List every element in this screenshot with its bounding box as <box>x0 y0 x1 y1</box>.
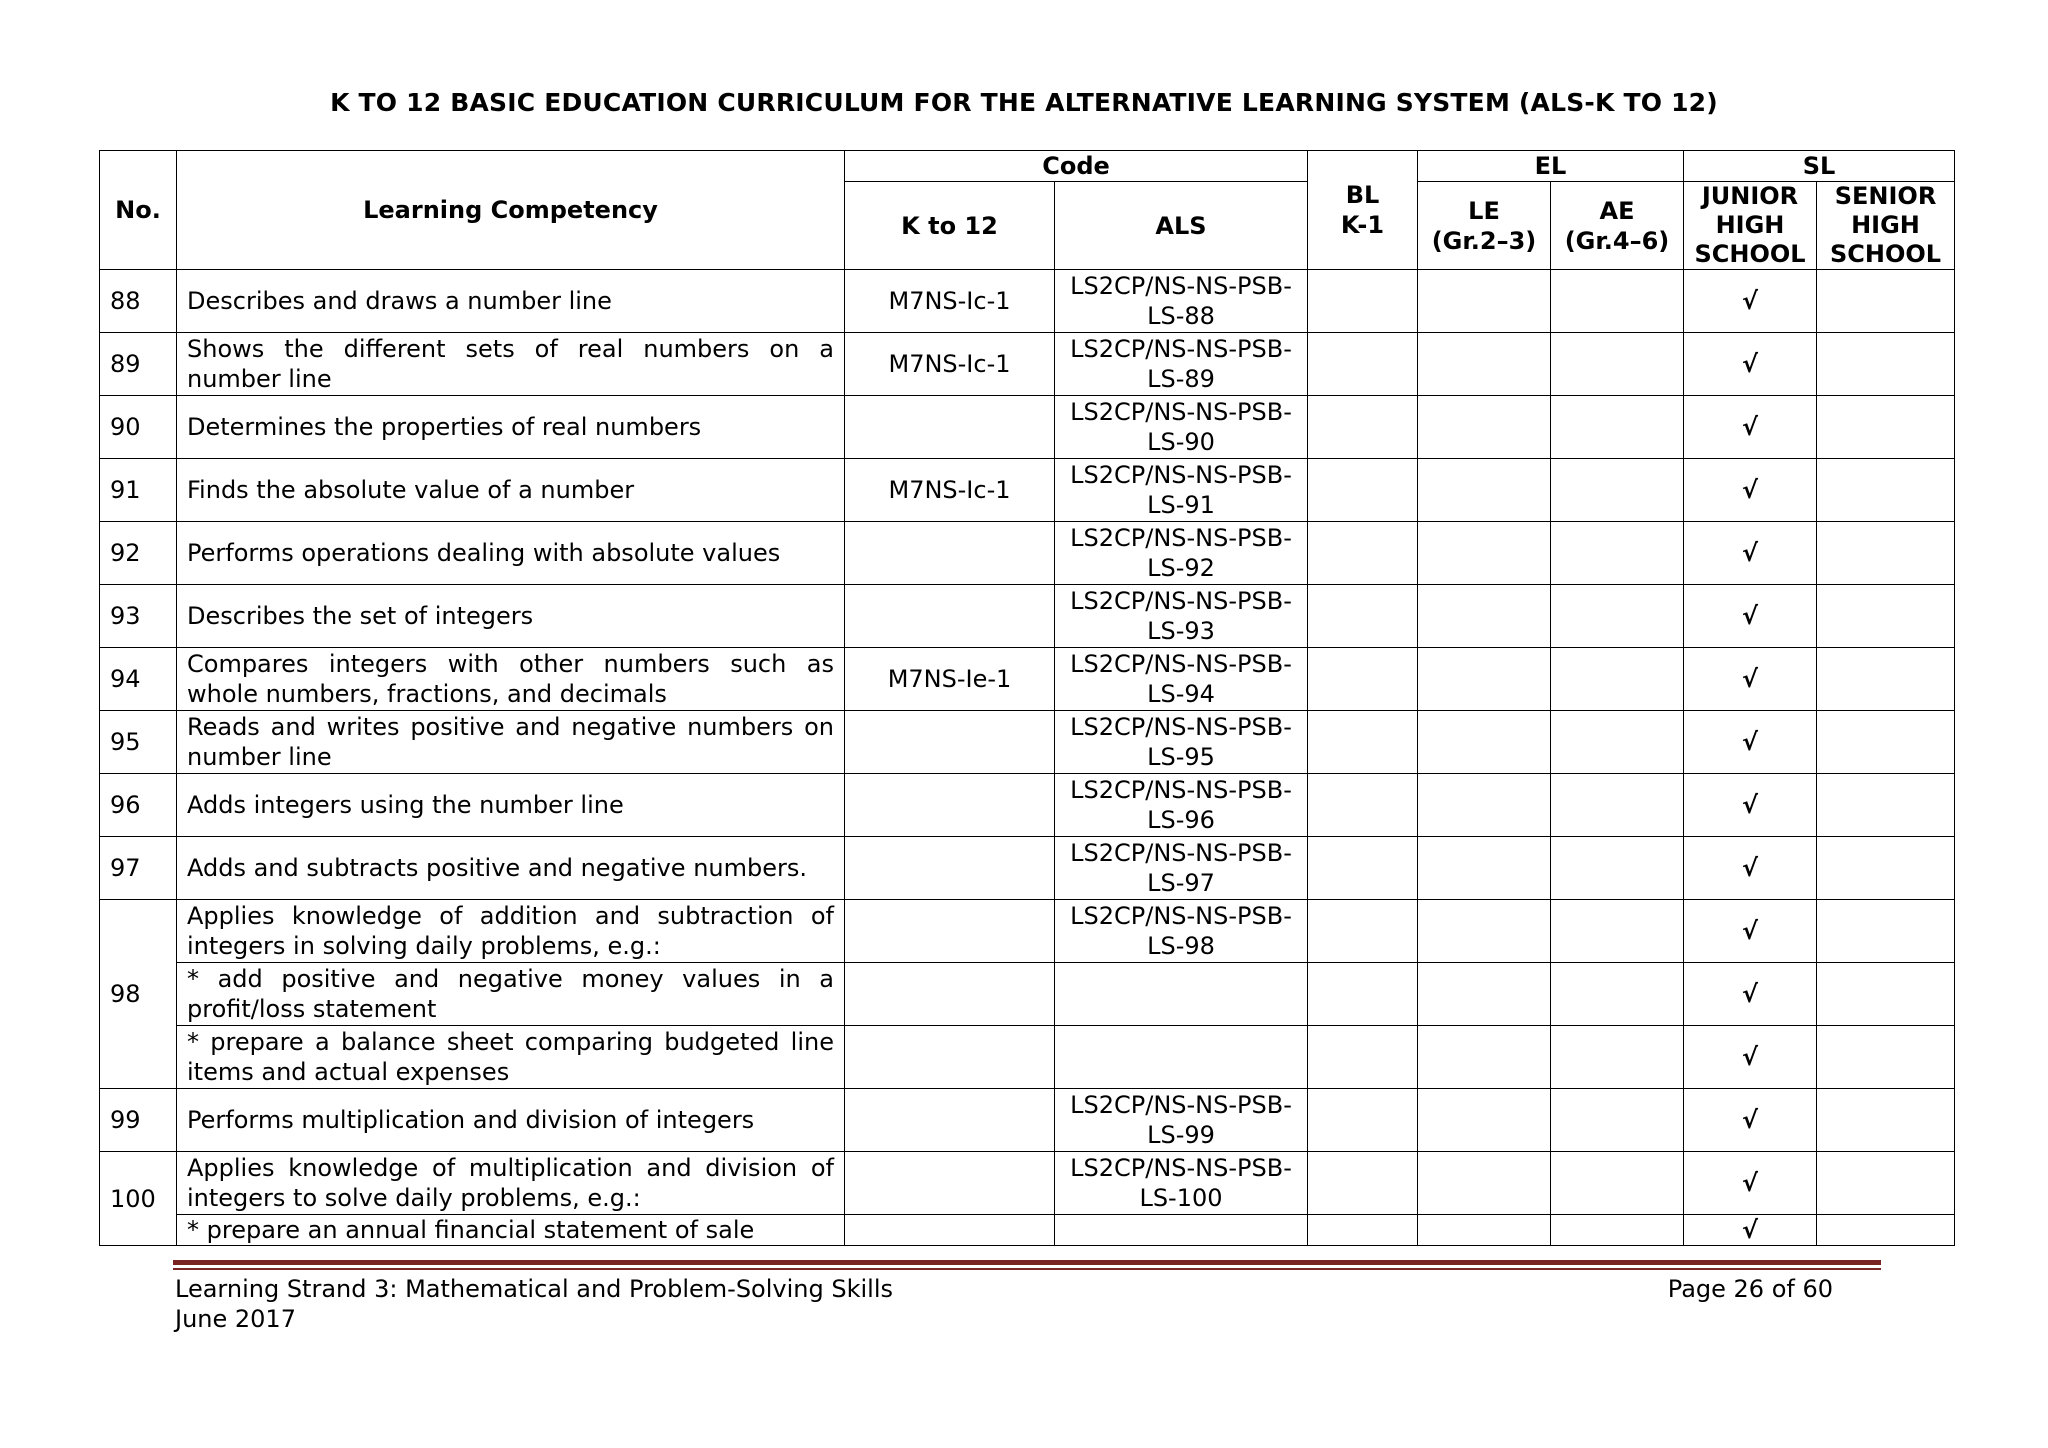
empty-cell <box>1308 396 1418 459</box>
check-mark-icon: √ <box>1684 270 1817 333</box>
als-code-cell <box>1055 522 1308 585</box>
check-mark-icon: √ <box>1684 963 1817 1026</box>
empty-cell <box>1817 459 1955 522</box>
als-code-cell <box>1055 711 1308 774</box>
empty-cell <box>1308 1026 1418 1089</box>
empty-cell <box>1551 963 1684 1026</box>
als-code-line1: LS2CP/NS-NS-PSB- <box>1070 902 1292 930</box>
als-code-cell <box>1055 585 1308 648</box>
als-code-line2: LS-88 <box>1147 302 1215 330</box>
empty-cell <box>1817 396 1955 459</box>
empty-cell <box>1418 711 1551 774</box>
als-code-line2: LS-90 <box>1147 428 1215 456</box>
empty-cell <box>1418 396 1551 459</box>
competency-text: Performs operations dealing with absolute values <box>177 522 845 585</box>
header-competency: Learning Competency <box>177 151 845 270</box>
als-code-cell <box>1055 1152 1308 1215</box>
empty-cell <box>1551 774 1684 837</box>
table-row <box>100 711 1955 774</box>
table-row <box>100 1089 1955 1152</box>
header-bl-line1: BL <box>1345 181 1380 209</box>
als-code-line2: LS-97 <box>1147 869 1215 897</box>
row-number: 89 <box>100 333 177 396</box>
competency-text: Compares integers with other numbers such as whole numbers, fractions, and decimals <box>177 648 845 711</box>
competency-text: Describes and draws a number line <box>177 270 845 333</box>
row-number: 92 <box>100 522 177 585</box>
empty-cell <box>1418 963 1551 1026</box>
empty-cell <box>1308 522 1418 585</box>
als-code-line2: LS-93 <box>1147 617 1215 645</box>
row-number: 99 <box>100 1089 177 1152</box>
competency-text: Reads and writes positive and negative numbers on number line <box>177 711 845 774</box>
table-row <box>100 333 1955 396</box>
empty-cell <box>1308 774 1418 837</box>
als-code-cell <box>1055 774 1308 837</box>
als-code-cell <box>1055 459 1308 522</box>
empty-cell <box>1418 459 1551 522</box>
table-row <box>100 522 1955 585</box>
header-jhs-line3: SCHOOL <box>1694 240 1806 268</box>
header-bl-line2: K-1 <box>1340 211 1385 239</box>
competency-text: Describes the set of integers <box>177 585 845 648</box>
row-number: 100 <box>100 1152 177 1246</box>
als-code-line2: LS-100 <box>1139 1184 1223 1212</box>
empty-cell <box>1308 711 1418 774</box>
empty-cell <box>845 1215 1055 1246</box>
als-code-line1: LS2CP/NS-NS-PSB- <box>1070 461 1292 489</box>
als-code-cell <box>1055 900 1308 963</box>
empty-cell <box>1055 1026 1308 1089</box>
k12-code: M7NS-Ie-1 <box>845 648 1055 711</box>
als-code-cell <box>1055 396 1308 459</box>
table-row <box>100 1152 1955 1215</box>
empty-cell <box>1055 963 1308 1026</box>
empty-cell <box>1418 774 1551 837</box>
empty-cell <box>1418 648 1551 711</box>
check-mark-icon: √ <box>1684 1215 1817 1246</box>
als-code-cell <box>1055 837 1308 900</box>
header-shs-line1: SENIOR <box>1834 182 1937 210</box>
header-jhs-line2: HIGH <box>1715 211 1785 239</box>
k12-code <box>845 1089 1055 1152</box>
competency-text: Determines the properties of real numbers <box>177 396 845 459</box>
competency-subitem: * prepare a balance sheet comparing budgeted line items and actual expenses <box>177 1026 845 1089</box>
check-mark-icon: √ <box>1684 522 1817 585</box>
row-number: 93 <box>100 585 177 648</box>
header-no: No. <box>100 151 177 270</box>
check-mark-icon: √ <box>1684 333 1817 396</box>
header-bl <box>1308 151 1418 270</box>
table-row <box>100 837 1955 900</box>
header-el: EL <box>1418 151 1684 182</box>
als-code-line1: LS2CP/NS-NS-PSB- <box>1070 272 1292 300</box>
als-code-line1: LS2CP/NS-NS-PSB- <box>1070 1091 1292 1119</box>
empty-cell <box>1055 1215 1308 1246</box>
k12-code <box>845 774 1055 837</box>
row-number: 95 <box>100 711 177 774</box>
footer-strand: Learning Strand 3: Mathematical and Problem-Solving Skills <box>175 1275 893 1303</box>
empty-cell <box>1551 837 1684 900</box>
empty-cell <box>1817 774 1955 837</box>
row-number: 97 <box>100 837 177 900</box>
header-le-line2: (Gr.2–3) <box>1431 226 1537 255</box>
empty-cell <box>1551 522 1684 585</box>
empty-cell <box>1308 459 1418 522</box>
competency-text: Adds and subtracts positive and negative numbers. <box>177 837 845 900</box>
empty-cell <box>1551 1215 1684 1246</box>
k12-code: M7NS-Ic-1 <box>845 270 1055 333</box>
als-code-line2: LS-96 <box>1147 806 1215 834</box>
als-code-line1: LS2CP/NS-NS-PSB- <box>1070 650 1292 678</box>
table-row <box>100 774 1955 837</box>
als-code-line2: LS-94 <box>1147 680 1215 708</box>
table-row <box>100 963 1955 1026</box>
empty-cell <box>1308 333 1418 396</box>
empty-cell <box>1551 711 1684 774</box>
header-k12: K to 12 <box>845 182 1055 270</box>
k12-code <box>845 522 1055 585</box>
page-title: K TO 12 BASIC EDUCATION CURRICULUM FOR THE ALTERNATIVE LEARNING SYSTEM (ALS-K TO 12) <box>330 88 1718 117</box>
row-number: 91 <box>100 459 177 522</box>
check-mark-icon: √ <box>1684 396 1817 459</box>
empty-cell <box>1418 900 1551 963</box>
empty-cell <box>845 1026 1055 1089</box>
empty-cell <box>1308 900 1418 963</box>
als-code-cell <box>1055 270 1308 333</box>
empty-cell <box>1817 648 1955 711</box>
row-number: 94 <box>100 648 177 711</box>
competency-text: Finds the absolute value of a number <box>177 459 845 522</box>
header-sl: SL <box>1684 151 1955 182</box>
table-row <box>100 459 1955 522</box>
table-row <box>100 1215 1955 1246</box>
empty-cell <box>1418 1026 1551 1089</box>
als-code-line2: LS-98 <box>1147 932 1215 960</box>
header-shs-line3: SCHOOL <box>1829 240 1942 268</box>
als-code-line2: LS-92 <box>1147 554 1215 582</box>
als-code-cell <box>1055 333 1308 396</box>
k12-code <box>845 711 1055 774</box>
k12-code <box>845 1152 1055 1215</box>
row-number: 98 <box>100 900 177 1089</box>
empty-cell <box>1551 585 1684 648</box>
table-row <box>100 648 1955 711</box>
k12-code: M7NS-Ic-1 <box>845 333 1055 396</box>
header-als: ALS <box>1055 182 1308 270</box>
empty-cell <box>1551 900 1684 963</box>
empty-cell <box>1418 1215 1551 1246</box>
als-code-line1: LS2CP/NS-NS-PSB- <box>1070 713 1292 741</box>
table-row <box>100 585 1955 648</box>
empty-cell <box>1817 270 1955 333</box>
empty-cell <box>1418 1152 1551 1215</box>
header-junior-high <box>1684 182 1817 270</box>
check-mark-icon: √ <box>1684 900 1817 963</box>
empty-cell <box>1308 963 1418 1026</box>
empty-cell <box>1551 396 1684 459</box>
empty-cell <box>1418 522 1551 585</box>
als-code-line1: LS2CP/NS-NS-PSB- <box>1070 398 1292 426</box>
empty-cell <box>1418 585 1551 648</box>
empty-cell <box>1817 333 1955 396</box>
check-mark-icon: √ <box>1684 711 1817 774</box>
table-row <box>100 1026 1955 1089</box>
table-row <box>100 900 1955 963</box>
als-code-line1: LS2CP/NS-NS-PSB- <box>1070 839 1292 867</box>
header-ae <box>1551 182 1684 270</box>
empty-cell <box>1817 900 1955 963</box>
empty-cell <box>1308 1215 1418 1246</box>
check-mark-icon: √ <box>1684 1026 1817 1089</box>
competency-text: Performs multiplication and division of integers <box>177 1089 845 1152</box>
als-code-line1: LS2CP/NS-NS-PSB- <box>1070 524 1292 552</box>
header-ae-line1: AE <box>1599 196 1635 225</box>
empty-cell <box>1418 270 1551 333</box>
empty-cell <box>1308 1089 1418 1152</box>
competency-subitem: * prepare an annual financial statement of sale <box>177 1215 845 1246</box>
empty-cell <box>845 963 1055 1026</box>
header-ae-line2: (Gr.4–6) <box>1564 226 1670 255</box>
empty-cell <box>1817 1026 1955 1089</box>
competency-text: Shows the different sets of real numbers on a number line <box>177 333 845 396</box>
header-row-1 <box>100 151 1955 182</box>
als-code-line1: LS2CP/NS-NS-PSB- <box>1070 587 1292 615</box>
competency-text: Applies knowledge of multiplication and division of integers to solve daily problems, e.g.: <box>177 1152 845 1215</box>
footer-date: June 2017 <box>175 1305 296 1333</box>
als-code-line1: LS2CP/NS-NS-PSB- <box>1070 335 1292 363</box>
empty-cell <box>1817 963 1955 1026</box>
footer-rule-thick <box>173 1260 1881 1265</box>
empty-cell <box>1817 1152 1955 1215</box>
als-code-line1: LS2CP/NS-NS-PSB- <box>1070 776 1292 804</box>
empty-cell <box>1551 648 1684 711</box>
header-le <box>1418 182 1551 270</box>
footer-rule-thin <box>173 1268 1881 1270</box>
table-row <box>100 396 1955 459</box>
row-number: 90 <box>100 396 177 459</box>
empty-cell <box>1817 837 1955 900</box>
check-mark-icon: √ <box>1684 459 1817 522</box>
k12-code: M7NS-Ic-1 <box>845 459 1055 522</box>
empty-cell <box>1308 585 1418 648</box>
empty-cell <box>1551 1152 1684 1215</box>
empty-cell <box>1308 1152 1418 1215</box>
check-mark-icon: √ <box>1684 837 1817 900</box>
empty-cell <box>1817 522 1955 585</box>
empty-cell <box>1817 1089 1955 1152</box>
empty-cell <box>1308 270 1418 333</box>
empty-cell <box>1551 1089 1684 1152</box>
header-jhs-line1: JUNIOR <box>1701 182 1799 210</box>
header-code: Code <box>845 151 1308 182</box>
header-shs-line2: HIGH <box>1851 211 1920 239</box>
empty-cell <box>1308 837 1418 900</box>
check-mark-icon: √ <box>1684 648 1817 711</box>
als-code-line2: LS-95 <box>1147 743 1215 771</box>
k12-code <box>845 900 1055 963</box>
row-number: 96 <box>100 774 177 837</box>
empty-cell <box>1551 333 1684 396</box>
empty-cell <box>1418 333 1551 396</box>
als-code-line2: LS-99 <box>1147 1121 1215 1149</box>
empty-cell <box>1817 1215 1955 1246</box>
als-code-line2: LS-89 <box>1147 365 1215 393</box>
header-senior-high <box>1817 182 1955 270</box>
empty-cell <box>1551 459 1684 522</box>
empty-cell <box>1308 648 1418 711</box>
footer-page-number: Page 26 of 60 <box>1667 1275 1833 1303</box>
check-mark-icon: √ <box>1684 585 1817 648</box>
competency-subitem: * add positive and negative money values in a profit/loss statement <box>177 963 845 1026</box>
als-code-line1: LS2CP/NS-NS-PSB- <box>1070 1154 1292 1182</box>
empty-cell <box>1817 585 1955 648</box>
empty-cell <box>1418 1089 1551 1152</box>
table-row <box>100 270 1955 333</box>
als-code-line2: LS-91 <box>1147 491 1215 519</box>
empty-cell <box>1418 837 1551 900</box>
k12-code <box>845 585 1055 648</box>
empty-cell <box>1551 270 1684 333</box>
header-le-line1: LE <box>1468 196 1500 225</box>
k12-code <box>845 837 1055 900</box>
check-mark-icon: √ <box>1684 1089 1817 1152</box>
curriculum-table <box>99 150 1955 1246</box>
empty-cell <box>1551 1026 1684 1089</box>
k12-code <box>845 396 1055 459</box>
als-code-cell <box>1055 648 1308 711</box>
als-code-cell <box>1055 1089 1308 1152</box>
footer-left <box>175 1274 893 1334</box>
check-mark-icon: √ <box>1684 774 1817 837</box>
competency-text: Applies knowledge of addition and subtraction of integers in solving daily problems, e.g.: <box>177 900 845 963</box>
row-number: 88 <box>100 270 177 333</box>
competency-text: Adds integers using the number line <box>177 774 845 837</box>
empty-cell <box>1817 711 1955 774</box>
check-mark-icon: √ <box>1684 1152 1817 1215</box>
